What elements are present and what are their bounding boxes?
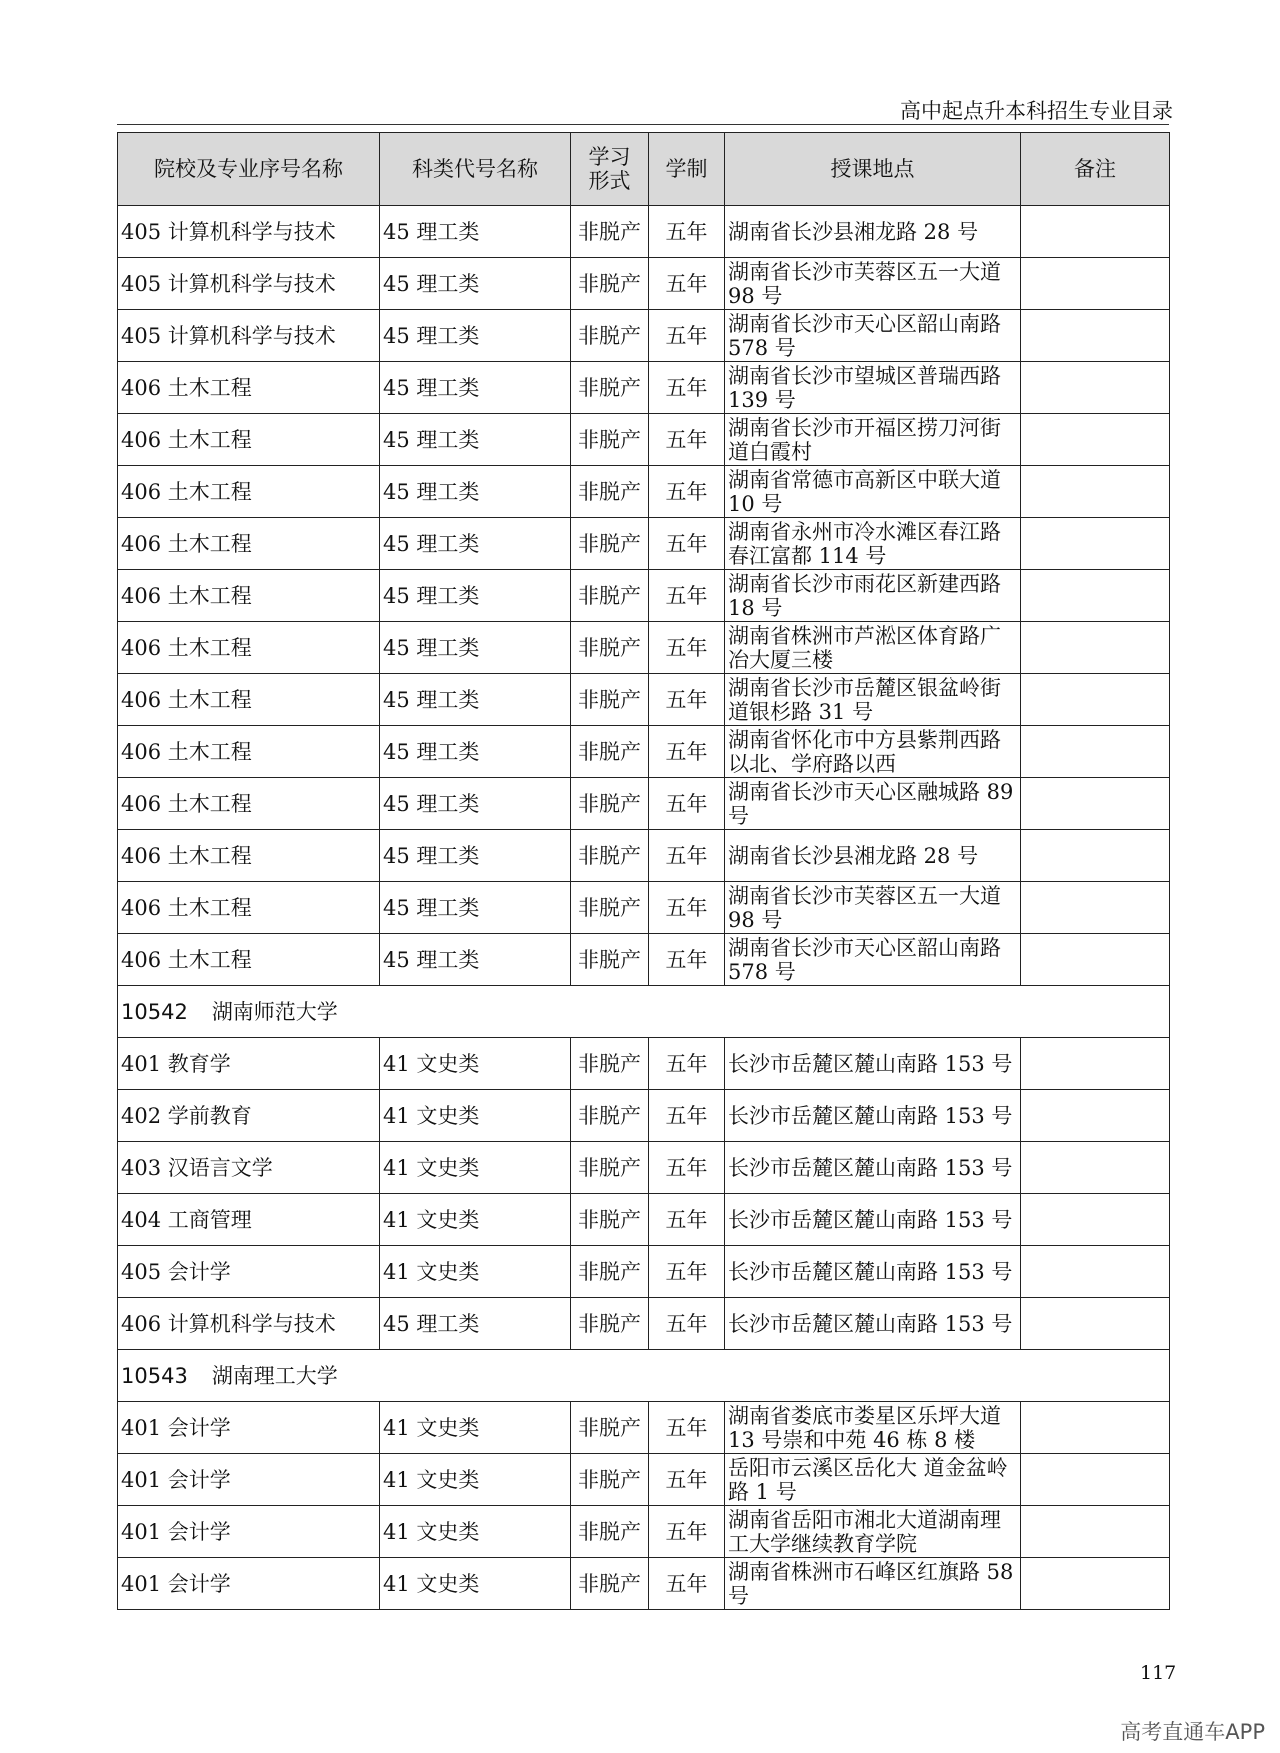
cell-duration: 五年 [649,726,725,778]
cell-duration: 五年 [649,466,725,518]
cell-duration: 五年 [649,362,725,414]
cell-location: 湖南省长沙县湘龙路 28 号 [725,206,1021,258]
cell-category: 41 文史类 [380,1038,571,1090]
cell-note [1021,622,1170,674]
cell-note [1021,466,1170,518]
cell-category: 45 理工类 [380,258,571,310]
column-header-location: 授课地点 [725,133,1021,206]
cell-duration: 五年 [649,518,725,570]
cell-duration: 五年 [649,1246,725,1298]
column-header-duration: 学制 [649,133,725,206]
cell-duration: 五年 [649,830,725,882]
cell-note [1021,1506,1170,1558]
table-row [118,206,1170,258]
cell-major: 406 土木工程 [118,466,380,518]
table-row [118,1558,1170,1610]
cell-category: 45 理工类 [380,414,571,466]
cell-note [1021,1402,1170,1454]
cell-location: 湖南省株洲市芦淞区体育路广冶大厦三楼 [725,622,1021,674]
cell-location: 湖南省长沙市天心区韶山南路 578 号 [725,934,1021,986]
cell-note [1021,674,1170,726]
table-row [118,934,1170,986]
cell-note [1021,414,1170,466]
cell-duration: 五年 [649,1402,725,1454]
cell-study-mode: 非脱产 [571,622,649,674]
cell-category: 45 理工类 [380,934,571,986]
cell-duration: 五年 [649,1454,725,1506]
cell-location: 岳阳市云溪区岳化大 道金盆岭路 1 号 [725,1454,1021,1506]
cell-major: 406 土木工程 [118,414,380,466]
cell-duration: 五年 [649,1506,725,1558]
school-code: 10542 [121,999,188,1024]
cell-study-mode: 非脱产 [571,726,649,778]
cell-study-mode: 非脱产 [571,1558,649,1610]
page-header-title: 高中起点升本科招生专业目录 [900,99,1173,123]
cell-note [1021,570,1170,622]
cell-duration: 五年 [649,570,725,622]
cell-location: 湖南省长沙市天心区融城路 89 号 [725,778,1021,830]
cell-category: 41 文史类 [380,1090,571,1142]
table-header-row [118,133,1170,206]
table-row [118,674,1170,726]
cell-study-mode: 非脱产 [571,206,649,258]
column-header-study-mode: 学习 形式 [571,133,649,206]
page-number: 117 [1140,1662,1177,1684]
cell-location: 长沙市岳麓区麓山南路 153 号 [725,1246,1021,1298]
cell-category: 45 理工类 [380,882,571,934]
cell-major: 401 会计学 [118,1506,380,1558]
cell-study-mode: 非脱产 [571,518,649,570]
cell-location: 湖南省长沙市雨花区新建西路 18 号 [725,570,1021,622]
cell-duration: 五年 [649,1090,725,1142]
cell-study-mode: 非脱产 [571,1038,649,1090]
cell-major: 405 计算机科学与技术 [118,206,380,258]
table-row [118,570,1170,622]
cell-major: 401 教育学 [118,1038,380,1090]
table-row [118,1038,1170,1090]
cell-note [1021,1142,1170,1194]
table-row [118,1090,1170,1142]
cell-category: 45 理工类 [380,778,571,830]
cell-location: 湖南省长沙市芙蓉区五一大道 98 号 [725,258,1021,310]
cell-location: 湖南省娄底市娄星区乐坪大道 13 号崇和中苑 46 栋 8 楼 [725,1402,1021,1454]
cell-major: 406 土木工程 [118,778,380,830]
cell-note [1021,1194,1170,1246]
cell-category: 41 文史类 [380,1246,571,1298]
cell-major: 406 土木工程 [118,882,380,934]
school-name: 湖南理工大学 [211,1363,338,1388]
school-heading-row [118,986,1170,1038]
cell-study-mode: 非脱产 [571,310,649,362]
cell-study-mode: 非脱产 [571,466,649,518]
cell-major: 406 土木工程 [118,622,380,674]
cell-major: 405 计算机科学与技术 [118,310,380,362]
cell-major: 406 土木工程 [118,726,380,778]
cell-study-mode: 非脱产 [571,1454,649,1506]
cell-duration: 五年 [649,206,725,258]
cell-note [1021,882,1170,934]
cell-major: 402 学前教育 [118,1090,380,1142]
cell-duration: 五年 [649,258,725,310]
table-row [118,466,1170,518]
cell-location: 湖南省长沙市天心区韶山南路 578 号 [725,310,1021,362]
cell-study-mode: 非脱产 [571,674,649,726]
major-catalog-table [117,132,1170,1610]
cell-category: 41 文史类 [380,1402,571,1454]
table-row [118,258,1170,310]
cell-major: 406 土木工程 [118,830,380,882]
cell-location: 湖南省长沙县湘龙路 28 号 [725,830,1021,882]
cell-location: 长沙市岳麓区麓山南路 153 号 [725,1298,1021,1350]
cell-note [1021,830,1170,882]
cell-category: 45 理工类 [380,726,571,778]
column-header-major: 院校及专业序号名称 [118,133,380,206]
cell-duration: 五年 [649,1298,725,1350]
cell-category: 45 理工类 [380,570,571,622]
cell-study-mode: 非脱产 [571,1194,649,1246]
cell-duration: 五年 [649,1558,725,1610]
cell-duration: 五年 [649,1142,725,1194]
table-row [118,1402,1170,1454]
header-divider [117,124,1169,125]
cell-location: 湖南省株洲市石峰区红旗路 58 号 [725,1558,1021,1610]
cell-major: 405 计算机科学与技术 [118,258,380,310]
column-header-note: 备注 [1021,133,1170,206]
table-row [118,726,1170,778]
cell-category: 45 理工类 [380,466,571,518]
cell-study-mode: 非脱产 [571,414,649,466]
cell-study-mode: 非脱产 [571,882,649,934]
cell-location: 长沙市岳麓区麓山南路 153 号 [725,1038,1021,1090]
cell-location: 湖南省长沙市芙蓉区五一大道 98 号 [725,882,1021,934]
cell-note [1021,726,1170,778]
watermark-text: 高考直通车APP [1120,1720,1265,1744]
table-row [118,362,1170,414]
cell-duration: 五年 [649,1038,725,1090]
cell-duration: 五年 [649,414,725,466]
table-row [118,1454,1170,1506]
cell-major: 401 会计学 [118,1454,380,1506]
cell-category: 41 文史类 [380,1558,571,1610]
cell-study-mode: 非脱产 [571,1298,649,1350]
school-heading-row [118,1350,1170,1402]
cell-note [1021,1038,1170,1090]
table-row [118,622,1170,674]
table-row [118,778,1170,830]
cell-note [1021,362,1170,414]
cell-major: 406 土木工程 [118,570,380,622]
cell-category: 45 理工类 [380,518,571,570]
cell-note [1021,934,1170,986]
cell-category: 45 理工类 [380,830,571,882]
cell-location: 湖南省长沙市望城区普瑞西路 139 号 [725,362,1021,414]
cell-location: 长沙市岳麓区麓山南路 153 号 [725,1090,1021,1142]
cell-category: 45 理工类 [380,362,571,414]
table-body [118,206,1170,1610]
cell-category: 45 理工类 [380,674,571,726]
table-row [118,518,1170,570]
cell-major: 406 土木工程 [118,674,380,726]
cell-category: 45 理工类 [380,622,571,674]
cell-category: 41 文史类 [380,1142,571,1194]
cell-note [1021,778,1170,830]
school-name: 湖南师范大学 [211,999,338,1024]
table-row [118,1506,1170,1558]
cell-duration: 五年 [649,778,725,830]
cell-note [1021,310,1170,362]
cell-study-mode: 非脱产 [571,1402,649,1454]
cell-major: 401 会计学 [118,1558,380,1610]
cell-location: 长沙市岳麓区麓山南路 153 号 [725,1142,1021,1194]
cell-location: 湖南省长沙市岳麓区银盆岭街道银杉路 31 号 [725,674,1021,726]
cell-note [1021,1090,1170,1142]
cell-location: 湖南省岳阳市湘北大道湖南理工大学继续教育学院 [725,1506,1021,1558]
cell-note [1021,1298,1170,1350]
cell-study-mode: 非脱产 [571,830,649,882]
cell-study-mode: 非脱产 [571,1506,649,1558]
cell-study-mode: 非脱产 [571,1090,649,1142]
cell-note [1021,1246,1170,1298]
table-row [118,310,1170,362]
cell-location: 湖南省永州市冷水滩区春江路春江富都 114 号 [725,518,1021,570]
cell-location: 长沙市岳麓区麓山南路 153 号 [725,1194,1021,1246]
cell-location: 湖南省常德市高新区中联大道 10 号 [725,466,1021,518]
cell-study-mode: 非脱产 [571,258,649,310]
table-row [118,1298,1170,1350]
cell-major: 406 计算机科学与技术 [118,1298,380,1350]
cell-major: 406 土木工程 [118,518,380,570]
cell-note [1021,258,1170,310]
column-header-category: 科类代号名称 [380,133,571,206]
cell-note [1021,518,1170,570]
table-row [118,1246,1170,1298]
cell-study-mode: 非脱产 [571,934,649,986]
table-row [118,882,1170,934]
cell-study-mode: 非脱产 [571,570,649,622]
school-code: 10543 [121,1363,188,1388]
cell-category: 41 文史类 [380,1506,571,1558]
school-heading-cell [118,1350,1170,1402]
cell-duration: 五年 [649,934,725,986]
cell-study-mode: 非脱产 [571,362,649,414]
cell-note [1021,206,1170,258]
school-heading-cell [118,986,1170,1038]
cell-duration: 五年 [649,622,725,674]
cell-location: 湖南省怀化市中方县紫荆西路以北、学府路以西 [725,726,1021,778]
cell-study-mode: 非脱产 [571,778,649,830]
table-row [118,414,1170,466]
cell-study-mode: 非脱产 [571,1142,649,1194]
cell-note [1021,1454,1170,1506]
table-row [118,830,1170,882]
table-row [118,1142,1170,1194]
cell-study-mode: 非脱产 [571,1246,649,1298]
cell-location: 湖南省长沙市开福区捞刀河街道白霞村 [725,414,1021,466]
cell-duration: 五年 [649,882,725,934]
cell-note [1021,1558,1170,1610]
cell-category: 45 理工类 [380,206,571,258]
cell-category: 41 文史类 [380,1194,571,1246]
cell-major: 404 工商管理 [118,1194,380,1246]
cell-category: 41 文史类 [380,1454,571,1506]
table-row [118,1194,1170,1246]
cell-duration: 五年 [649,674,725,726]
cell-major: 401 会计学 [118,1402,380,1454]
cell-major: 406 土木工程 [118,934,380,986]
cell-category: 45 理工类 [380,310,571,362]
cell-major: 406 土木工程 [118,362,380,414]
cell-major: 405 会计学 [118,1246,380,1298]
cell-category: 45 理工类 [380,1298,571,1350]
cell-major: 403 汉语言文学 [118,1142,380,1194]
cell-duration: 五年 [649,310,725,362]
cell-duration: 五年 [649,1194,725,1246]
